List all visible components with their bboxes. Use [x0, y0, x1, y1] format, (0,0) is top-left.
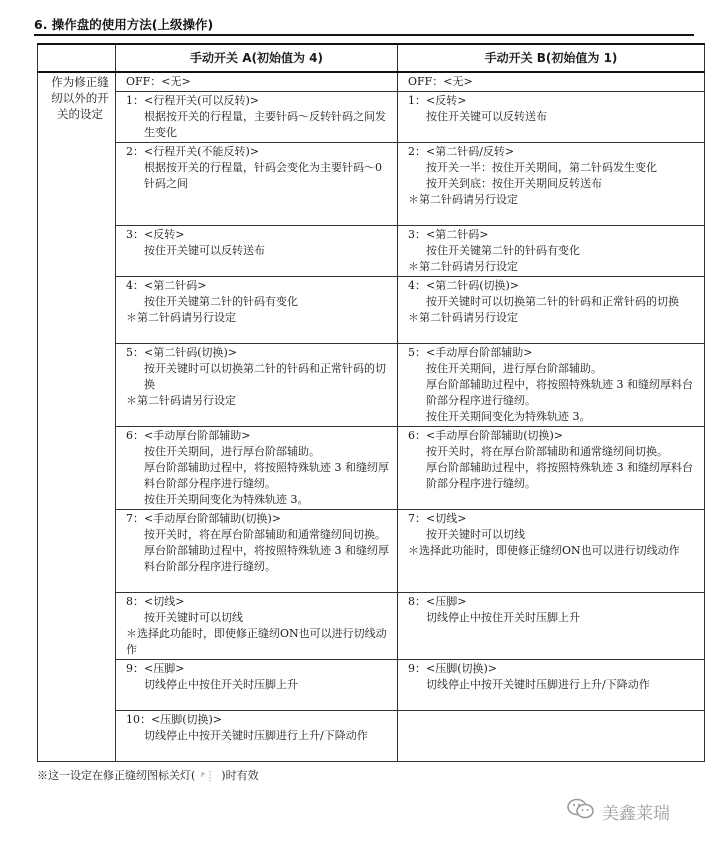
header-row [38, 44, 705, 72]
cell-b-6: 6：<手动厚台阶部辅助(切换)> 按开关时，将在厚台阶部辅助和通常缝纫间切换。 厚台阶部辅助过程中，将按照特殊轨迹 3 和缝纫厚料台阶部分程序进行缝纫。 [398, 427, 705, 510]
table-row [38, 593, 705, 660]
header-switch-b: 手动开关 B(初始值为 1) [398, 44, 705, 72]
cell-a-off: OFF：<无> [116, 72, 398, 92]
cell-a-7: 7：<手动厚台阶部辅助(切换)> 按开关时，将在厚台阶部辅助和通常缝纫间切换。 厚台阶部辅助过程中，将按照特殊轨迹 3 和缝纫厚料台阶部分程序进行缝纫。 [116, 510, 398, 593]
presser-switch-icon-letter: P [201, 771, 205, 779]
cell-a-6: 6：<手动厚台阶部辅助> 按住开关期间，进行厚台阶部辅助。 厚台阶部辅助过程中，将按照特殊轨迹 3 和缝纫厚料台阶部分程序进行缝纫。 按住开关期间变化为特殊轨迹 3。 [116, 427, 398, 510]
cell-a-10: 10：<压脚(切换)> 切线停止中按开关键时压脚进行上升/下降动作 [116, 711, 398, 762]
cell-b-9: 9：<压脚(切换)> 切线停止中按开关键时压脚进行上升/下降动作 [398, 660, 705, 711]
table-row [38, 226, 705, 277]
title-divider [34, 34, 694, 36]
cell-a-4: 4：<第二针码> 按住开关键第二针的针码有变化 ＊第二针码请另行设定 [116, 277, 398, 344]
cell-b-7: 7：<切线> 按开关键时可以切线 ＊选择此功能时，即使修正缝纫ON也可以进行切线动作 [398, 510, 705, 593]
cell-b-1: 1：<反转> 按住开关键可以反转送布 [398, 92, 705, 143]
footnote-text-pre: ※这一设定在修正缝纫图标关灯( [37, 769, 196, 782]
table-row [38, 510, 705, 593]
cell-b-5: 5：<手动厚台阶部辅助> 按住开关期间，进行厚台阶部辅助。 厚台阶部辅助过程中，将按照特殊轨迹 3 和缝纫厚料台阶部分程序进行缝纫。 按住开关期间变化为特殊轨迹 3。 [398, 344, 705, 427]
cell-b-off: OFF：<无> [398, 72, 705, 92]
cell-a-8: 8：<切线> 按开关键时可以切线 ＊选择此功能时，即使修正缝纫ON也可以进行切线动作 [116, 593, 398, 660]
section-title: 6. 操作盘的使用方法(上级操作) [34, 17, 214, 32]
table-row [38, 344, 705, 427]
cell-a-1: 1：<行程开关(可以反转)> 根据按开关的行程量，主要针码～反转针码之间发生变化 [116, 92, 398, 143]
cell-b-8: 8：<压脚> 切线停止中按住开关时压脚上升 [398, 593, 705, 660]
table-row [38, 143, 705, 226]
wechat-icon [566, 797, 596, 826]
table-row [38, 427, 705, 510]
cell-b-4: 4：<第二针码(切换)> 按开关键时可以切换第二针的针码和正常针码的切换 ＊第二针码请另行设定 [398, 277, 705, 344]
cell-b-3: 3：<第二针码> 按住开关键第二针的针码有变化 ＊第二针码请另行设定 [398, 226, 705, 277]
cell-a-3: 3：<反转> 按住开关键可以反转送布 [116, 226, 398, 277]
brand-watermark [566, 797, 670, 826]
cell-a-5: 5：<第二针码(切换)> 按开关键时可以切换第二针的针码和正常针码的切换 ＊第二针码请另行设定 [116, 344, 398, 427]
header-blank [38, 44, 116, 72]
cell-a-2: 2：<行程开关(不能反转)> 根据按开关的行程量，针码会变化为主要针码～0 针码之间 [116, 143, 398, 226]
table-row [38, 92, 705, 143]
header-switch-a: 手动开关 A(初始值为 4) [116, 44, 398, 72]
table-row [38, 711, 705, 762]
row-label: 作为修正缝纫以外的开关的设定 [38, 72, 116, 762]
table-row [38, 277, 705, 344]
footnote-text-post: )时有效 [221, 769, 259, 782]
cell-b-2: 2：<第二针码/反转> 按开关一半：按住开关期间，第二针码发生变化 按开关到底：按住开关期间反转送布 ＊第二针码请另行设定 [398, 143, 705, 226]
table-row [38, 660, 705, 711]
brand-name: 美鑫莱瑞 [602, 804, 670, 824]
table-row [38, 72, 705, 92]
footnote [37, 767, 259, 783]
switch-settings-table [37, 43, 705, 762]
cell-a-9: 9：<压脚> 切线停止中按住开关时压脚上升 [116, 660, 398, 711]
presser-switch-icon [195, 770, 221, 783]
cell-b-10-empty [398, 711, 705, 762]
